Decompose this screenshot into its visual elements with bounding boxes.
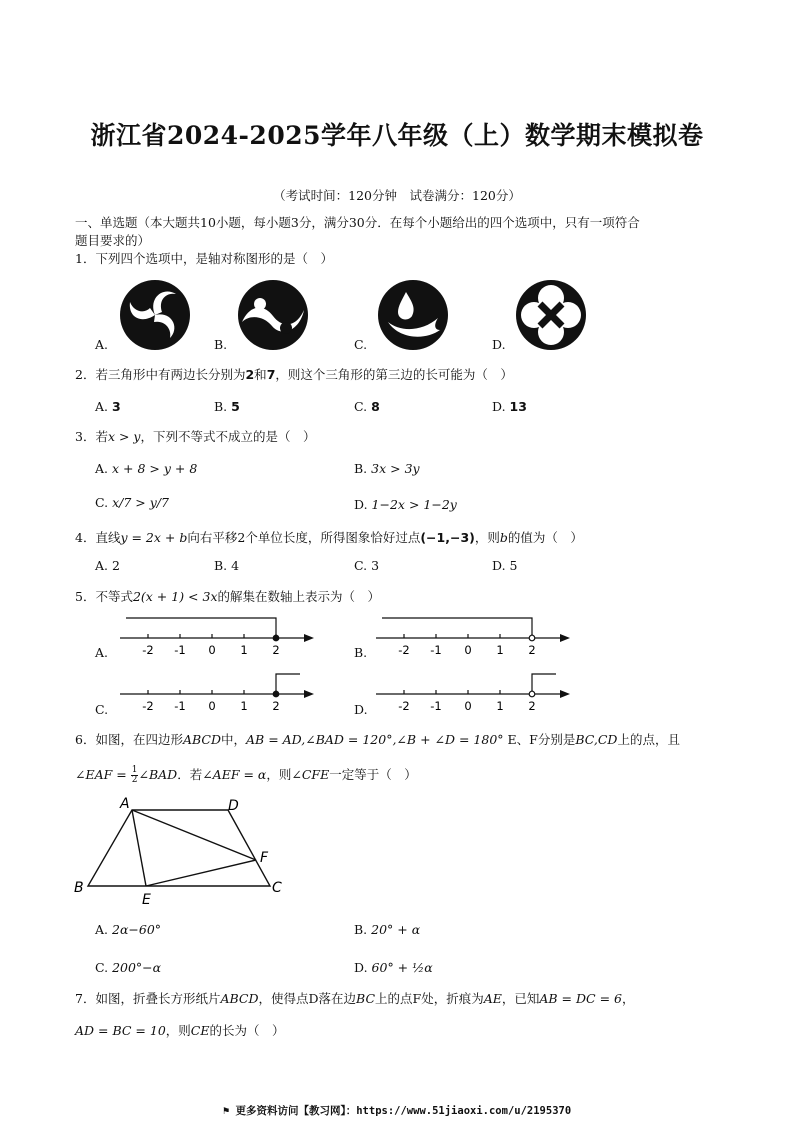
q5-stem-text-b: 的解集在数轴上表示为（ ）	[217, 589, 381, 604]
point-f-label: F	[260, 850, 269, 866]
number-line-c[interactable]	[118, 668, 318, 714]
q6-math-1: ABCD	[182, 732, 221, 747]
vertex-b-label: B	[74, 880, 84, 896]
q4-option-d[interactable]	[492, 557, 518, 575]
q6-stem-text-e: ．若	[177, 767, 203, 782]
q2-option-d-label: D.	[492, 399, 506, 414]
segment-ef	[146, 860, 256, 886]
q7-math-2: BC	[356, 991, 376, 1006]
q6-math-4b: ∠BAD	[138, 767, 178, 782]
quatrefoil-symbol-icon	[514, 278, 588, 352]
q4-option-c-label: C.	[354, 558, 368, 573]
footer-link[interactable]	[0, 1103, 794, 1118]
q2-option-b-value: 5	[231, 399, 240, 414]
q6-stem-line-1	[75, 731, 715, 749]
q5-stem	[75, 588, 380, 606]
q7-stem-text-e: ，	[621, 991, 635, 1006]
q2-option-c-value: 8	[371, 399, 380, 414]
q2-option-b[interactable]	[214, 398, 240, 416]
q2-option-a[interactable]	[95, 398, 121, 416]
q6-stem-text-a: 6．如图，在四边形	[75, 732, 183, 747]
closed-point	[273, 691, 279, 697]
tick-label: 1	[240, 643, 248, 657]
q2-stem-text-c: ，则这个三角形的第三边的长可能为（ ）	[275, 367, 513, 382]
q4-stem	[75, 529, 583, 547]
tick-label: -2	[398, 643, 410, 657]
q6-option-c-value: 200°−α	[112, 960, 162, 975]
tick-label: -1	[430, 699, 442, 713]
q7-stem-line-1	[75, 990, 725, 1008]
q6-option-a[interactable]	[95, 921, 161, 939]
vertex-a-label: A	[120, 796, 130, 812]
q7-math-6: CE	[190, 1023, 210, 1038]
q4-stem-text-d: 的值为（ ）	[507, 530, 583, 545]
tick-label: -1	[174, 643, 186, 657]
section-header	[75, 214, 640, 250]
tick-label: 0	[464, 643, 472, 657]
point-e-label: E	[142, 892, 151, 906]
q6-option-b-value: 20° + α	[371, 922, 421, 937]
q1-stem: 1．下列四个选项中，是轴对称图形的是（ ）	[75, 251, 333, 266]
axis-arrow	[560, 690, 570, 698]
q6-option-d[interactable]	[354, 959, 433, 977]
q4-stem-text-c: ，则	[474, 530, 500, 545]
q3-stem-text-b: ，下列不等式不成立的是（ ）	[140, 429, 316, 444]
q1-label-c: C.	[354, 337, 368, 352]
swirl-symbol-icon	[118, 278, 192, 352]
q2-option-c[interactable]	[354, 398, 380, 416]
q4-stem-text-a: 4．直线	[75, 530, 121, 545]
tick-label: 2	[272, 643, 280, 657]
q5-label-c: C.	[95, 702, 109, 717]
tick-label: 2	[272, 699, 280, 713]
q7-stem-text-g: 的长为（ ）	[209, 1023, 285, 1038]
q2-option-d[interactable]	[492, 398, 527, 416]
q6-option-a-value: 2α−60°	[112, 922, 162, 937]
tick-label: 0	[208, 699, 216, 713]
exam-title: 浙江省2024-2025学年八年级（上）数学期末模拟卷	[90, 121, 704, 150]
open-point	[529, 691, 535, 697]
solution-ray	[276, 674, 300, 694]
tick-label: 0	[464, 699, 472, 713]
open-point	[529, 635, 535, 641]
tick-label: 2	[528, 643, 536, 657]
q2-stem-text-b: 和	[254, 367, 267, 382]
number-line-b[interactable]	[374, 612, 574, 658]
exam-subtitle: （考试时间：120分钟 试卷满分：120分）	[273, 188, 521, 203]
tick-label: -1	[174, 699, 186, 713]
q3-option-d-value: 1−2x > 1−2y	[371, 497, 457, 512]
tick-label: -2	[142, 699, 154, 713]
segment-af	[132, 810, 256, 860]
q4-stem-text-b: 向右平移2个单位长度，所得图象恰好过点	[187, 530, 421, 545]
q7-stem-text-d: ，已知	[501, 991, 540, 1006]
q6-fraction-numerator: 1	[131, 765, 138, 775]
q6-math-6: ∠CFE	[291, 767, 330, 782]
q3-option-b[interactable]	[354, 460, 420, 478]
q1-label-d: D.	[492, 337, 506, 352]
q6-option-c-label: C.	[95, 960, 109, 975]
q6-fraction-denominator: 2	[131, 775, 138, 785]
q2-option-a-label: A.	[95, 399, 109, 414]
q2-math-2: 7	[266, 367, 276, 382]
axis-arrow	[304, 690, 314, 698]
q6-option-a-label: A.	[95, 922, 109, 937]
q2-option-d-value: 13	[509, 399, 527, 414]
q6-option-d-value: 60° + ½α	[371, 960, 433, 975]
tick-label: -2	[142, 643, 154, 657]
q6-stem-text-g: 一定等于（ ）	[329, 767, 417, 782]
flag-icon: ⚑	[222, 1105, 230, 1117]
q6-stem-text-c: E、F分别是	[507, 732, 576, 747]
footer-text: 更多资料访问【教习网】：https://www.51jiaoxi.com/u/2195370	[235, 1105, 572, 1117]
q4-option-a-value: 2	[112, 558, 120, 573]
quadrilateral-abcd	[88, 810, 270, 886]
wave-symbol-icon	[236, 278, 310, 352]
tick-label: -2	[398, 699, 410, 713]
q4-option-c-value: 3	[371, 558, 380, 573]
q6-stem-text-d: 上的点，且	[617, 732, 680, 747]
q4-math-2: (−1,−3)	[420, 530, 475, 545]
q4-math-3: b	[499, 530, 508, 545]
tick-label: 0	[208, 643, 216, 657]
q6-stem-text-b: 中，	[221, 732, 247, 747]
q6-math-5: ∠AEF = α	[202, 767, 267, 782]
q3-option-c[interactable]	[95, 494, 169, 512]
q3-option-b-label: B.	[354, 461, 368, 476]
q2-math-1: 2	[245, 367, 255, 382]
solution-ray	[532, 674, 556, 694]
q4-math-1: y = 2x + b	[120, 530, 188, 545]
q3-stem-text-a: 3．若	[75, 429, 108, 444]
q5-label-a: A.	[95, 645, 109, 660]
q3-stem	[75, 428, 316, 446]
q2-option-c-label: C.	[354, 399, 368, 414]
q6-option-c[interactable]	[95, 959, 161, 977]
section-line-2: 题目要求的）	[75, 233, 151, 248]
q4-option-d-label: D.	[492, 558, 506, 573]
q1-label-a: A.	[95, 337, 109, 352]
vertex-d-label: D	[228, 798, 239, 814]
q4-option-a[interactable]	[95, 557, 120, 575]
q5-label-b: B.	[354, 645, 368, 660]
q7-stem-text-a: 7．如图，折叠长方形纸片	[75, 991, 221, 1006]
q4-option-c[interactable]	[354, 557, 379, 575]
tick-label: 1	[240, 699, 248, 713]
number-line-d[interactable]	[374, 668, 574, 714]
q6-stem-text-f: ，则	[266, 767, 292, 782]
q4-option-a-label: A.	[95, 558, 109, 573]
axis-arrow	[304, 634, 314, 642]
quadrilateral-figure	[70, 794, 300, 906]
q2-option-a-value: 3	[112, 399, 121, 414]
q3-math-1: x > y	[107, 429, 141, 444]
q3-option-a-value: x + 8 > y + 8	[112, 461, 198, 476]
q3-option-d[interactable]	[354, 496, 457, 514]
q5-math-1: 2(x + 1) < 3x	[132, 589, 218, 604]
q7-stem-text-b: ，使得点D落在边	[258, 991, 357, 1006]
q2-stem-text-a: 2．若三角形中有两边长分别为	[75, 367, 246, 382]
q3-option-c-value: x/7 > y/7	[112, 495, 169, 510]
q7-math-4: AB = DC = 6	[539, 991, 622, 1006]
q3-option-b-value: 3x > 3y	[371, 461, 420, 476]
q6-option-b-label: B.	[354, 922, 368, 937]
vertex-c-label: C	[272, 880, 282, 896]
tick-label: 2	[528, 699, 536, 713]
q7-stem-line-2	[75, 1022, 285, 1040]
q3-option-d-label: D.	[354, 497, 368, 512]
q5-stem-text-a: 5．不等式	[75, 589, 133, 604]
q3-option-a-label: A.	[95, 461, 109, 476]
q1-label-b: B.	[214, 337, 228, 352]
q5-label-d: D.	[354, 702, 368, 717]
q4-option-b[interactable]	[214, 557, 239, 575]
section-line-1: 一、单选题（本大题共10小题，每小题3分，满分30分．在每个小题给出的四个选项中，只有一项符合	[75, 215, 640, 230]
segment-ae	[132, 810, 146, 886]
tick-label: -1	[430, 643, 442, 657]
q3-option-a[interactable]	[95, 460, 197, 478]
tick-label: 1	[496, 643, 504, 657]
q7-math-5: AD = BC = 10	[75, 1023, 166, 1038]
q2-option-b-label: B.	[214, 399, 228, 414]
q6-option-b[interactable]	[354, 921, 420, 939]
tick-label: 1	[496, 699, 504, 713]
q6-math-4a: ∠EAF =	[75, 767, 131, 782]
q7-stem-text-f: ，则	[165, 1023, 191, 1038]
q3-option-c-label: C.	[95, 495, 109, 510]
q7-stem-text-c: 上的点F处，折痕为	[375, 991, 484, 1006]
closed-point	[273, 635, 279, 641]
q2-stem	[75, 366, 513, 384]
drop-symbol-icon	[376, 278, 450, 352]
q7-math-1: ABCD	[220, 991, 259, 1006]
q4-option-b-label: B.	[214, 558, 228, 573]
q4-option-d-value: 5	[509, 558, 518, 573]
q4-option-b-value: 4	[231, 558, 240, 573]
q6-math-2: AB = AD,∠BAD = 120°,∠B + ∠D = 180°	[246, 732, 504, 747]
axis-arrow	[560, 634, 570, 642]
number-line-a[interactable]	[118, 612, 318, 658]
q7-math-3: AE	[483, 991, 502, 1006]
q6-stem-line-2	[75, 766, 417, 785]
q6-option-d-label: D.	[354, 960, 368, 975]
q6-math-3: BC,CD	[575, 732, 618, 747]
